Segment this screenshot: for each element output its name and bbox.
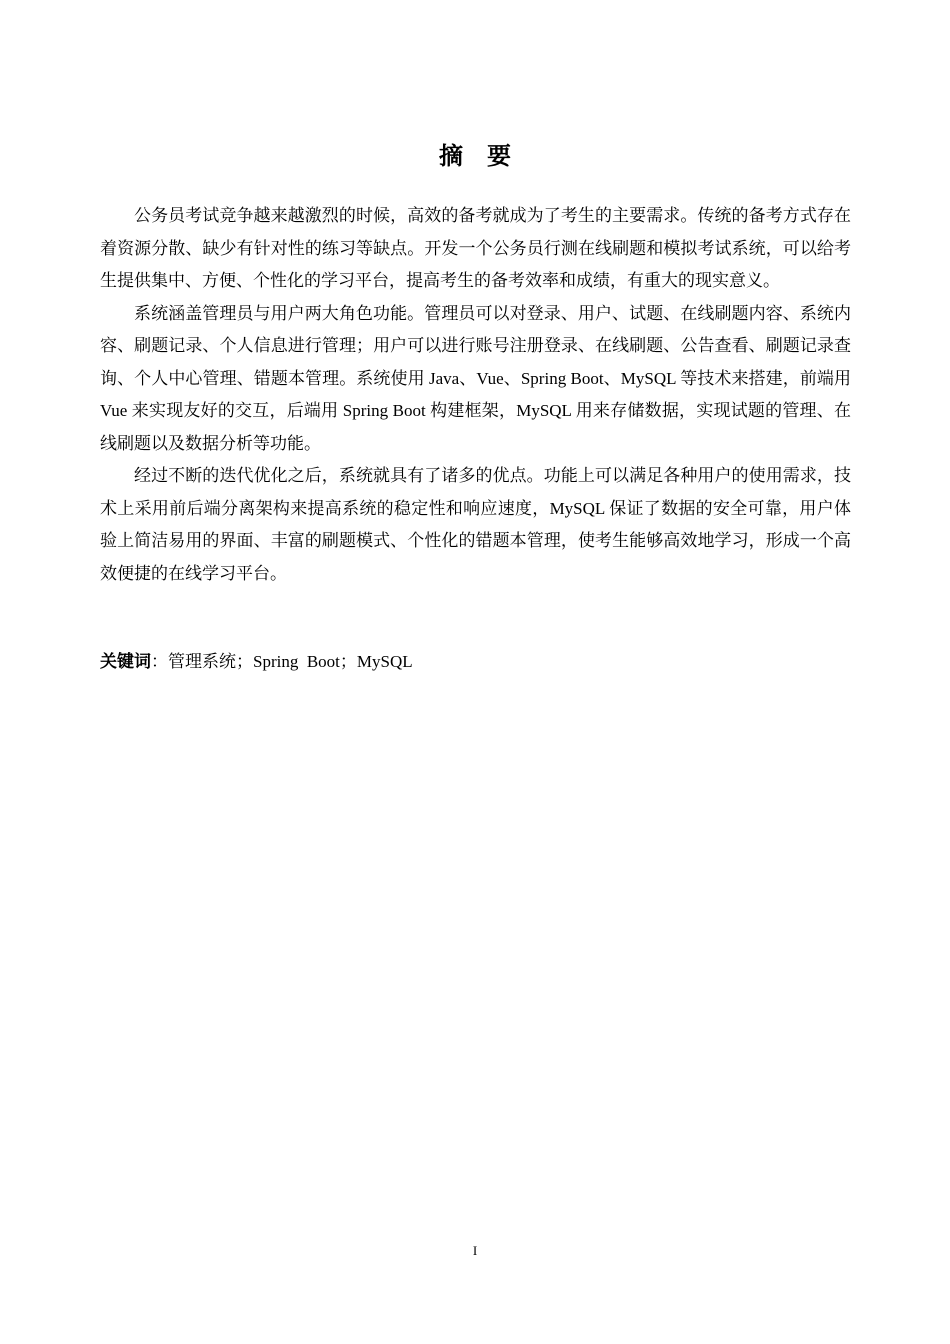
keywords-separator: ： [151,652,168,671]
abstract-paragraph-2: 系统涵盖管理员与用户两大角色功能。管理员可以对登录、用户、试题、在线刷题内容、系统内容、刷题记录、个人信息进行管理；用户可以进行账号注册登录、在线刷题、公告查看、刷题记录查询、个人中心管理、错题本管理。系统使用 Java、Vue、Spring Boot、MySQL 等技术来搭建，前端用 Vue 来实现友好的交互，后端用 Spring Boot 构建框架，MySQL 用来存储数据，实现试题的管理、在线刷题以及数据分析等功能。 [100,303,851,453]
keywords-line [100,646,413,678]
keywords-text: 管理系统；Spring Boot；MySQL [168,652,413,671]
abstract-paragraph-1: 公务员考试竞争越来越激烈的时候，高效的备考就成为了考生的主要需求。传统的备考方式存在着资源分散、缺少有针对性的练习等缺点。开发一个公务员行测在线刷题和模拟考试系统，可以给考生提供集中、方便、个性化的学习平台，提高考生的备考效率和成绩，有重大的现实意义。 [100,206,851,290]
abstract-title: 摘要 [439,142,535,170]
abstract-body [100,200,851,590]
page-number: I [472,1243,478,1258]
abstract-paragraph-3: 经过不断的迭代优化之后，系统就具有了诸多的优点。功能上可以满足各种用户的使用需求，技术上采用前后端分离架构来提高系统的稳定性和响应速度，MySQL 保证了数据的安全可靠，用户体验上简洁易用的界面、丰富的刷题模式、个性化的错题本管理，使考生能够高效地学习，形成一个高效便捷的在线学习平台。 [100,466,851,583]
keywords-label: 关键词 [100,652,151,672]
